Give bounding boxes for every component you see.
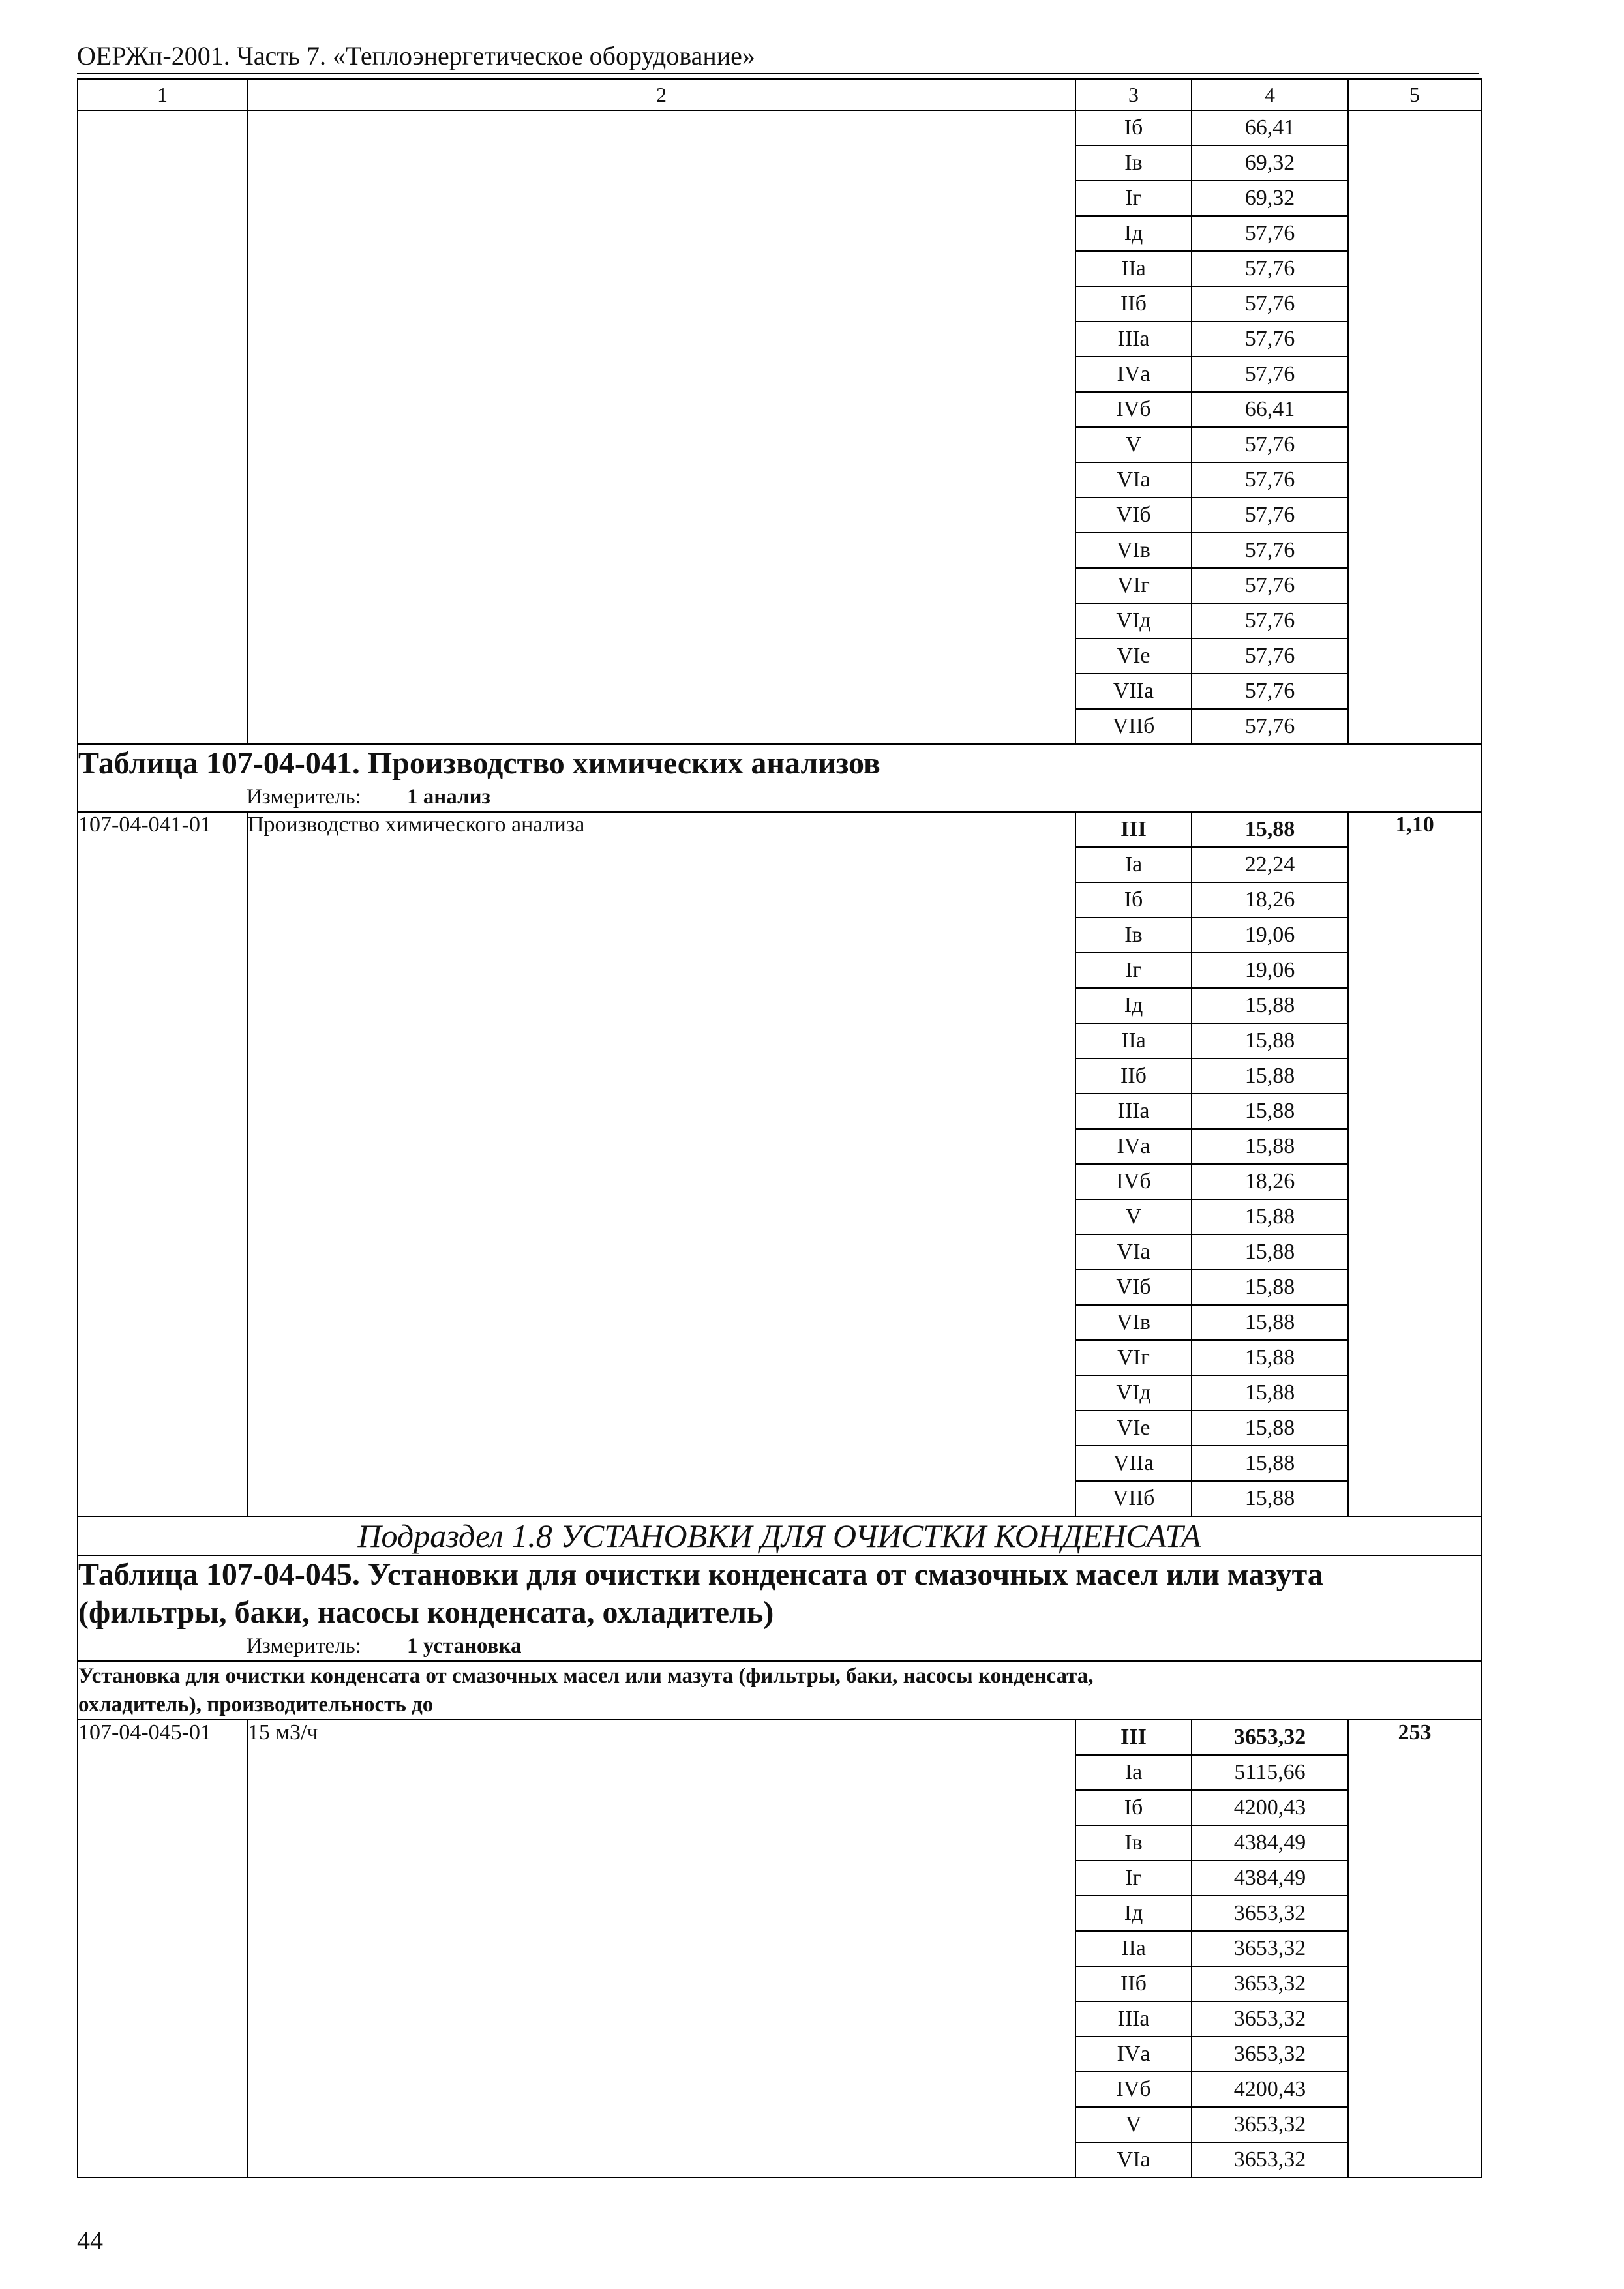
zone-cell: VIIб [1075, 1481, 1192, 1516]
zone-cell: VIб [1075, 1270, 1192, 1305]
rate-code-cell: 107-04-041-01 [78, 812, 247, 1516]
price-cell: 15,88 [1192, 1270, 1348, 1305]
table-row [78, 110, 1481, 145]
zone-cell: IIIа [1075, 322, 1192, 357]
zone-cell: VIа [1075, 1234, 1192, 1270]
zone-cell: Iг [1075, 1861, 1192, 1896]
price-cell: 15,88 [1192, 1305, 1348, 1340]
price-cell: 22,24 [1192, 847, 1348, 882]
zone-cell: VIа [1075, 462, 1192, 498]
zone-cell: Iг [1075, 953, 1192, 988]
price-cell: 57,76 [1192, 357, 1348, 392]
price-cell: 15,88 [1192, 1411, 1348, 1446]
price-cell: 57,76 [1192, 427, 1348, 462]
price-cell: 15,88 [1192, 1094, 1348, 1129]
zone-cell: IIб [1075, 1058, 1192, 1094]
zone-cell: IVб [1075, 2072, 1192, 2107]
price-cell: 3653,32 [1192, 2107, 1348, 2142]
page-number: 44 [77, 2226, 103, 2255]
table-045-unit [78, 1632, 1481, 1660]
price-cell: 3653,32 [1192, 1931, 1348, 1966]
price-cell: 3653,32 [1192, 2001, 1348, 2037]
price-cell: 4384,49 [1192, 1825, 1348, 1861]
column-number: 4 [1192, 79, 1348, 110]
price-cell: 15,88 [1192, 1058, 1348, 1094]
price-cell: 15,88 [1192, 1199, 1348, 1234]
zone-cell: Iд [1075, 988, 1192, 1023]
price-cell: 57,76 [1192, 709, 1348, 744]
table-041-body [78, 812, 1481, 1516]
zone-cell: VIв [1075, 533, 1192, 568]
zone-cell: V [1075, 1199, 1192, 1234]
subsection-block [78, 1516, 1481, 1555]
price-cell: 19,06 [1192, 918, 1348, 953]
price-cell: 4200,43 [1192, 1790, 1348, 1825]
zone-cell: VIа [1075, 2142, 1192, 2177]
zone-cell: Iг [1075, 181, 1192, 216]
zone-cell: Iд [1075, 216, 1192, 251]
price-cell: 57,76 [1192, 603, 1348, 638]
price-cell: 15,88 [1192, 1129, 1348, 1164]
description-line2: охладитель), производительность до [78, 1693, 434, 1716]
table-045-title-cell [78, 1555, 1481, 1661]
zone-cell: IVа [1075, 357, 1192, 392]
unit-label: Измеритель: [247, 785, 361, 809]
price-cell: 18,26 [1192, 882, 1348, 918]
zone-cell: IIа [1075, 251, 1192, 286]
price-cell: 69,32 [1192, 145, 1348, 181]
price-cell: 57,76 [1192, 498, 1348, 533]
price-cell: 19,06 [1192, 953, 1348, 988]
page-header: ОЕРЖп-2001. Часть 7. «Теплоэнергетическое оборудование» [77, 40, 1479, 74]
zone-cell: Iв [1075, 145, 1192, 181]
zone-cell: Iв [1075, 918, 1192, 953]
zone-cell: VIв [1075, 1305, 1192, 1340]
price-cell: 57,76 [1192, 322, 1348, 357]
price-cell: 4384,49 [1192, 1861, 1348, 1896]
zone-cell: Iб [1075, 1790, 1192, 1825]
rate-code-cell [78, 110, 247, 744]
price-cell: 3653,32 [1192, 1720, 1348, 1755]
zone-cell: V [1075, 427, 1192, 462]
zone-cell: VIд [1075, 603, 1192, 638]
zone-cell: VIе [1075, 638, 1192, 674]
zone-cell: VIе [1075, 1411, 1192, 1446]
price-cell: 18,26 [1192, 1164, 1348, 1199]
price-cell: 57,76 [1192, 638, 1348, 674]
zone-cell: VIд [1075, 1375, 1192, 1411]
continuation-block [78, 110, 1481, 744]
zone-cell: IVб [1075, 392, 1192, 427]
zone-cell: IIб [1075, 286, 1192, 322]
price-cell: 5115,66 [1192, 1755, 1348, 1790]
labor-cell [1348, 110, 1481, 744]
price-cell: 57,76 [1192, 286, 1348, 322]
price-cell: 3653,32 [1192, 1896, 1348, 1931]
labor-cell: 1,10 [1348, 812, 1481, 1516]
zone-cell: IVа [1075, 2037, 1192, 2072]
price-cell: 15,88 [1192, 1481, 1348, 1516]
table-045-title-line2: (фильтры, баки, насосы конденсата, охладитель) [78, 1595, 774, 1630]
zone-cell: IIб [1075, 1966, 1192, 2001]
zone-cell: Iа [1075, 1755, 1192, 1790]
zone-cell: VIб [1075, 498, 1192, 533]
price-cell: 4200,43 [1192, 2072, 1348, 2107]
zone-cell: VIг [1075, 568, 1192, 603]
price-cell: 66,41 [1192, 392, 1348, 427]
price-cell: 15,88 [1192, 1446, 1348, 1481]
zone-cell: Iв [1075, 1825, 1192, 1861]
zone-cell: VIг [1075, 1340, 1192, 1375]
price-cell: 69,32 [1192, 181, 1348, 216]
price-cell: 57,76 [1192, 533, 1348, 568]
price-cell: 57,76 [1192, 462, 1348, 498]
table-041-unit [78, 783, 1481, 811]
zone-cell: III [1075, 1720, 1192, 1755]
column-number: 1 [78, 79, 247, 110]
price-cell: 57,76 [1192, 216, 1348, 251]
zone-cell: VIIа [1075, 674, 1192, 709]
price-cell: 15,88 [1192, 1340, 1348, 1375]
table-row [78, 1720, 1481, 1755]
price-cell: 3653,32 [1192, 2142, 1348, 2177]
table-row [78, 812, 1481, 847]
price-cell: 3653,32 [1192, 2037, 1348, 2072]
zone-cell: Iд [1075, 1896, 1192, 1931]
price-cell: 66,41 [1192, 110, 1348, 145]
price-cell: 15,88 [1192, 1375, 1348, 1411]
unit-value: 1 установка [407, 1634, 522, 1658]
unit-label: Измеритель: [247, 1634, 361, 1658]
column-number: 3 [1075, 79, 1192, 110]
table-041-title-cell [78, 744, 1481, 812]
rates-table [77, 78, 1482, 2178]
zone-cell: III [1075, 812, 1192, 847]
zone-cell: IVа [1075, 1129, 1192, 1164]
work-name-cell: 15 м3/ч [247, 1720, 1075, 2177]
zone-cell: IIIа [1075, 1094, 1192, 1129]
zone-cell: VIIа [1075, 1446, 1192, 1481]
subsection-title: Подраздел 1.8 УСТАНОВКИ ДЛЯ ОЧИСТКИ КОНДЕНСАТА [78, 1516, 1481, 1555]
price-cell: 15,88 [1192, 812, 1348, 847]
table-041-title: Таблица 107-04-041. Производство химических анализов [78, 746, 880, 781]
table-045-title-line1: Таблица 107-04-045. Установки для очистки конденсата от смазочных масел или мазута [78, 1557, 1323, 1592]
price-cell: 57,76 [1192, 674, 1348, 709]
zone-cell: IIа [1075, 1931, 1192, 1966]
zone-cell: V [1075, 2107, 1192, 2142]
price-cell: 15,88 [1192, 1023, 1348, 1058]
price-cell: 3653,32 [1192, 1966, 1348, 2001]
table-045-body [78, 1720, 1481, 2177]
zone-cell: Iа [1075, 847, 1192, 882]
price-cell: 15,88 [1192, 988, 1348, 1023]
price-cell: 57,76 [1192, 251, 1348, 286]
column-number: 2 [247, 79, 1075, 110]
zone-cell: VIIб [1075, 709, 1192, 744]
price-cell: 15,88 [1192, 1234, 1348, 1270]
labor-cell: 253 [1348, 1720, 1481, 2177]
rate-code-cell: 107-04-045-01 [78, 1720, 247, 2177]
zone-cell: IIа [1075, 1023, 1192, 1058]
column-number: 5 [1348, 79, 1481, 110]
table-041-header [78, 744, 1481, 812]
unit-value: 1 анализ [407, 785, 490, 809]
work-name-cell [247, 110, 1075, 744]
zone-cell: Iб [1075, 882, 1192, 918]
table-045-header [78, 1555, 1481, 1720]
column-number-row [78, 79, 1481, 110]
table-045-description [78, 1661, 1481, 1720]
zone-cell: IIIа [1075, 2001, 1192, 2037]
work-name-cell: Производство химического анализа [247, 812, 1075, 1516]
zone-cell: IVб [1075, 1164, 1192, 1199]
description-line1: Установка для очистки конденсата от смазочных масел или мазута (фильтры, баки, насосы конденсата, [78, 1664, 1094, 1688]
zone-cell: Iб [1075, 110, 1192, 145]
price-cell: 57,76 [1192, 568, 1348, 603]
